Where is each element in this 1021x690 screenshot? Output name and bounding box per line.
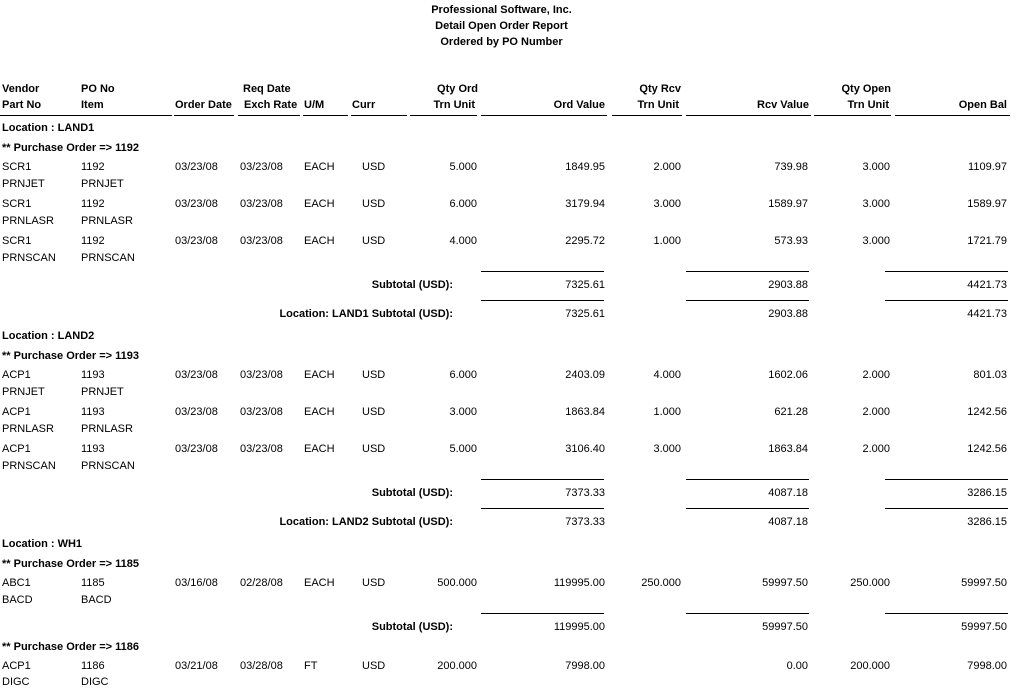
col-curr: Curr — [352, 99, 376, 111]
vendor: SCR1 — [2, 235, 32, 247]
po-label: ** Purchase Order => 1193 — [2, 350, 139, 362]
po-no: 1192 — [81, 198, 105, 210]
rcv-value: 1589.97 — [768, 198, 808, 210]
vendor: ACP1 — [2, 660, 31, 672]
qty-rcv: 2.000 — [653, 161, 681, 173]
vendor: ACP1 — [2, 406, 31, 418]
qty-rcv: 3.000 — [653, 443, 681, 455]
po-no: 1193 — [81, 369, 105, 381]
qty-open: 3.000 — [862, 198, 890, 210]
subtotal-rule — [481, 300, 604, 301]
location-subtotal-open-bal: 4421.73 — [967, 308, 1007, 320]
company-name: Professional Software, Inc. — [431, 4, 572, 16]
order-date: 03/23/08 — [175, 369, 218, 381]
subtotal-rcv-value: 59997.50 — [762, 621, 808, 633]
qty-ord: 6.000 — [449, 369, 477, 381]
header-rule — [895, 115, 1010, 116]
qty-open: 250.000 — [850, 577, 890, 589]
subtotal-rule — [885, 613, 1008, 614]
rcv-value: 0.00 — [786, 660, 808, 672]
qty-ord: 6.000 — [449, 198, 477, 210]
um: EACH — [304, 161, 335, 173]
um: FT — [304, 660, 318, 672]
qty-rcv: 1.000 — [653, 235, 681, 247]
part-no: PRNSCAN — [2, 252, 56, 264]
col-qty-ord: Qty Ord — [437, 83, 478, 95]
item: BACD — [81, 594, 112, 606]
part-no: PRNLASR — [2, 215, 54, 227]
location-label: Location : LAND1 — [2, 122, 95, 134]
po-no: 1193 — [81, 406, 105, 418]
curr: USD — [362, 660, 386, 672]
location-subtotal-label: Location: LAND2 Subtotal (USD): — [279, 516, 453, 528]
order-date: 03/23/08 — [175, 406, 218, 418]
col-item: Item — [81, 99, 104, 111]
subtotal-rule — [481, 613, 604, 614]
location-subtotal-ord-value: 7373.33 — [565, 516, 605, 528]
qty-ord: 4.000 — [449, 235, 477, 247]
po-no: 1192 — [81, 161, 105, 173]
vendor: ABC1 — [2, 577, 31, 589]
qty-rcv: 250.000 — [641, 577, 681, 589]
vendor: SCR1 — [2, 161, 32, 173]
order-date: 03/23/08 — [175, 443, 218, 455]
col-um: U/M — [304, 99, 325, 111]
qty-ord: 200.000 — [437, 660, 477, 672]
curr: USD — [362, 369, 386, 381]
ord-value: 2403.09 — [565, 369, 605, 381]
item: PRNSCAN — [81, 460, 135, 472]
open-bal: 1109.97 — [968, 161, 1007, 173]
order-date: 03/21/08 — [175, 660, 218, 672]
subtotal-rule — [686, 508, 809, 509]
subtotal-label: Subtotal (USD): — [371, 621, 453, 633]
item: PRNSCAN — [81, 252, 135, 264]
open-bal: 1721.79 — [967, 235, 1007, 247]
subtotal-open-bal: 4421.73 — [967, 279, 1007, 291]
subtotal-open-bal: 3286.15 — [967, 487, 1007, 499]
qty-open: 2.000 — [862, 406, 890, 418]
part-no: PRNJET — [2, 386, 45, 398]
col-trn-unit-rcv: Trn Unit — [637, 99, 679, 111]
qty-open: 3.000 — [862, 235, 890, 247]
order-date: 03/23/08 — [175, 198, 218, 210]
po-no: 1186 — [81, 660, 105, 672]
qty-ord: 500.000 — [437, 577, 477, 589]
item: PRNJET — [81, 386, 124, 398]
location-subtotal-rcv-value: 4087.18 — [768, 516, 808, 528]
subtotal-rule — [686, 479, 809, 480]
subtotal-label: Subtotal (USD): — [371, 487, 453, 499]
order-date: 03/23/08 — [175, 235, 218, 247]
curr: USD — [362, 443, 386, 455]
req-date: 03/28/08 — [240, 660, 283, 672]
um: EACH — [304, 443, 335, 455]
open-bal: 1242.56 — [967, 406, 1007, 418]
ord-value: 119995.00 — [553, 577, 605, 589]
subtotal-open-bal: 59997.50 — [961, 621, 1007, 633]
col-rcv-value: Rcv Value — [757, 99, 809, 111]
order-date: 03/16/08 — [175, 577, 218, 589]
req-date: 03/23/08 — [240, 443, 283, 455]
item: PRNJET — [81, 178, 124, 190]
open-bal: 1242.56 — [967, 443, 1007, 455]
header-rule — [0, 115, 172, 116]
po-label: ** Purchase Order => 1185 — [2, 558, 139, 570]
rcv-value: 573.93 — [774, 235, 808, 247]
part-no: PRNSCAN — [2, 460, 56, 472]
vendor: ACP1 — [2, 369, 31, 381]
open-bal: 801.03 — [973, 369, 1007, 381]
qty-ord: 5.000 — [449, 161, 477, 173]
req-date: 03/23/08 — [240, 198, 283, 210]
qty-ord: 5.000 — [449, 443, 477, 455]
location-subtotal-ord-value: 7325.61 — [565, 308, 605, 320]
subtotal-rule — [481, 479, 604, 480]
col-trn-unit-open: Trn Unit — [847, 99, 889, 111]
header-rule — [351, 115, 407, 116]
location-label: Location : LAND2 — [2, 330, 95, 342]
req-date: 03/23/08 — [240, 369, 283, 381]
qty-rcv: 4.000 — [653, 369, 681, 381]
part-no: DIGC — [2, 676, 30, 688]
ord-value: 2295.72 — [565, 235, 605, 247]
po-label: ** Purchase Order => 1186 — [2, 641, 139, 653]
header-rule — [238, 115, 300, 116]
part-no: PRNJET — [2, 178, 45, 190]
col-req-date: Req Date — [243, 83, 291, 95]
curr: USD — [362, 577, 386, 589]
order-date: 03/23/08 — [175, 161, 218, 173]
subtotal-rule — [686, 271, 809, 272]
col-part-no: Part No — [2, 99, 42, 111]
subtotal-rule — [481, 271, 604, 272]
subtotal-ord-value: 7373.33 — [565, 487, 605, 499]
ord-value: 1849.95 — [565, 161, 605, 173]
ord-value: 1863.84 — [565, 406, 605, 418]
curr: USD — [362, 198, 386, 210]
subtotal-rule — [885, 508, 1008, 509]
req-date: 03/23/08 — [240, 406, 283, 418]
col-po-no: PO No — [81, 83, 115, 95]
qty-rcv: 3.000 — [653, 198, 681, 210]
item: PRNLASR — [81, 215, 133, 227]
req-date: 03/23/08 — [240, 161, 283, 173]
um: EACH — [304, 198, 335, 210]
req-date: 02/28/08 — [240, 577, 283, 589]
subtotal-rule — [885, 300, 1008, 301]
col-open-bal: Open Bal — [958, 99, 1007, 111]
report-subtitle: Ordered by PO Number — [440, 36, 563, 48]
item: PRNLASR — [81, 423, 133, 435]
part-no: PRNLASR — [2, 423, 54, 435]
rcv-value: 59997.50 — [762, 577, 808, 589]
header-rule — [410, 115, 477, 116]
open-bal: 7998.00 — [967, 660, 1007, 672]
curr: USD — [362, 406, 386, 418]
um: EACH — [304, 369, 335, 381]
um: EACH — [304, 235, 335, 247]
po-no: 1192 — [81, 235, 105, 247]
po-no: 1185 — [81, 577, 105, 589]
subtotal-rule — [885, 271, 1008, 272]
location-subtotal-rcv-value: 2903.88 — [768, 308, 808, 320]
po-label: ** Purchase Order => 1192 — [2, 142, 139, 154]
header-rule — [174, 115, 234, 116]
header-rule — [686, 115, 811, 116]
curr: USD — [362, 161, 386, 173]
qty-open: 2.000 — [862, 443, 890, 455]
location-subtotal-label: Location: LAND1 Subtotal (USD): — [279, 308, 453, 320]
qty-rcv: 1.000 — [653, 406, 681, 418]
qty-open: 3.000 — [862, 161, 890, 173]
qty-open: 2.000 — [862, 369, 890, 381]
col-qty-open: Qty Open — [841, 83, 891, 95]
subtotal-label: Subtotal (USD): — [371, 279, 453, 291]
ord-value: 3106.40 — [565, 443, 605, 455]
ord-value: 3179.94 — [565, 198, 605, 210]
um: EACH — [304, 406, 335, 418]
vendor: SCR1 — [2, 198, 32, 210]
qty-ord: 3.000 — [449, 406, 477, 418]
ord-value: 7998.00 — [565, 660, 605, 672]
rcv-value: 1863.84 — [768, 443, 808, 455]
col-qty-rcv: Qty Rcv — [639, 83, 681, 95]
qty-open: 200.000 — [850, 660, 890, 672]
open-bal: 1589.97 — [967, 198, 1007, 210]
part-no: BACD — [2, 594, 33, 606]
open-bal: 59997.50 — [961, 577, 1007, 589]
rcv-value: 739.98 — [774, 161, 808, 173]
item: DIGC — [81, 676, 109, 688]
rcv-value: 621.28 — [774, 406, 808, 418]
col-exch-rate: Exch Rate — [244, 99, 298, 111]
subtotal-rule — [481, 508, 604, 509]
report-title: Detail Open Order Report — [435, 20, 568, 32]
header-rule — [481, 115, 607, 116]
curr: USD — [362, 235, 386, 247]
col-vendor: Vendor — [2, 83, 40, 95]
header-rule — [303, 115, 348, 116]
col-trn-unit-ord: Trn Unit — [433, 99, 475, 111]
po-no: 1193 — [81, 443, 105, 455]
subtotal-rcv-value: 2903.88 — [768, 279, 808, 291]
req-date: 03/23/08 — [240, 235, 283, 247]
um: EACH — [304, 577, 335, 589]
subtotal-ord-value: 119995.00 — [553, 621, 605, 633]
subtotal-rule — [686, 613, 809, 614]
subtotal-rule — [885, 479, 1008, 480]
location-subtotal-open-bal: 3286.15 — [967, 516, 1007, 528]
col-order-date: Order Date — [175, 99, 232, 111]
vendor: ACP1 — [2, 443, 31, 455]
location-label: Location : WH1 — [2, 538, 83, 550]
header-rule — [612, 115, 682, 116]
subtotal-rcv-value: 4087.18 — [768, 487, 808, 499]
header-rule — [814, 115, 891, 116]
col-ord-value: Ord Value — [553, 99, 605, 111]
subtotal-rule — [686, 300, 809, 301]
rcv-value: 1602.06 — [768, 369, 808, 381]
subtotal-ord-value: 7325.61 — [565, 279, 605, 291]
